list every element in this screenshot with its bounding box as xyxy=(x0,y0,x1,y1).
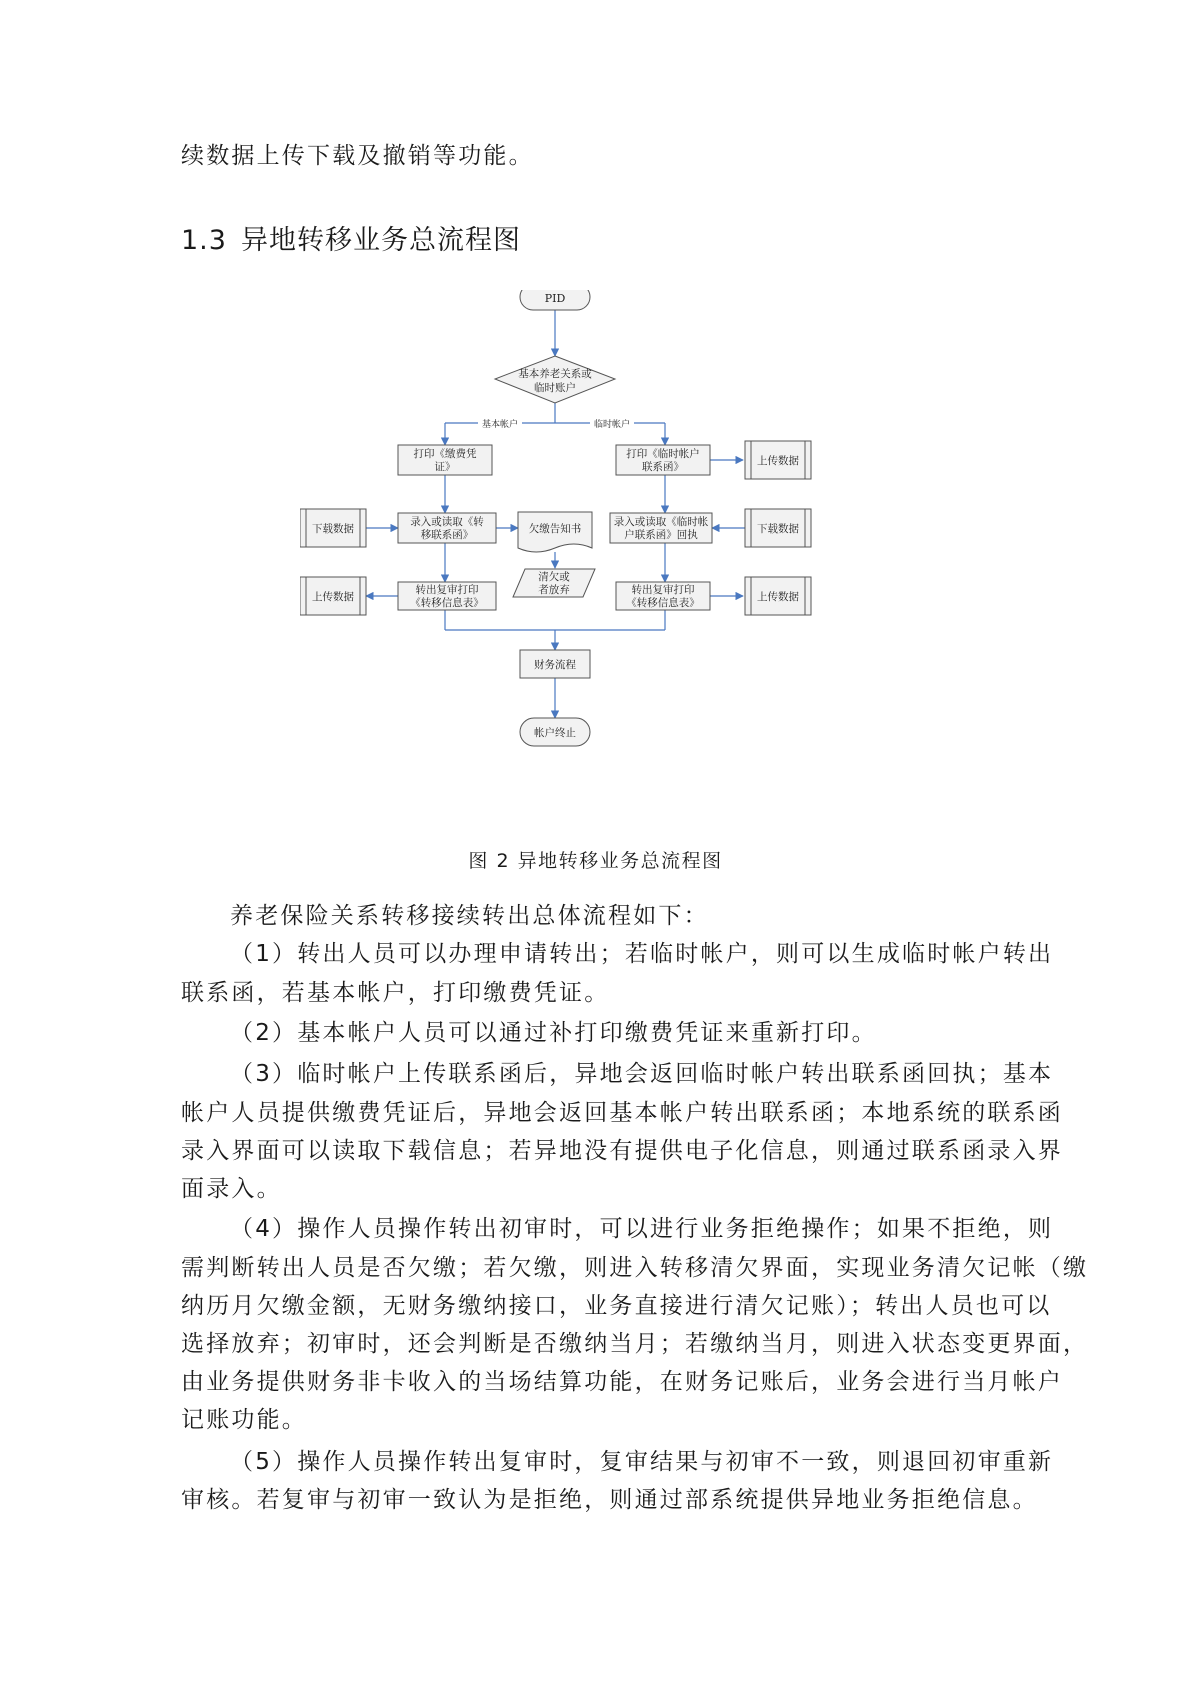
end-label: 帐户终止 xyxy=(534,727,576,739)
paragraph-line: 记账功能。 xyxy=(181,1407,307,1433)
finance-label: 财务流程 xyxy=(534,659,576,671)
start-label: PID xyxy=(544,292,566,305)
review-basic-line2: 《转移信息表》 xyxy=(410,597,484,609)
review-temp-line2: 《转移信息表》 xyxy=(626,597,700,609)
arrears-notice-label: 欠缴告知书 xyxy=(528,523,582,535)
review-basic-line1: 转出复审打印 xyxy=(415,584,479,596)
paragraph-line: 选择放弃；初审时，还会判断是否缴纳当月；若缴纳当月，则进入状态变更界面， xyxy=(181,1331,1089,1357)
decision-label-line2: 临时账户 xyxy=(534,382,576,394)
paragraph-line: 审核。若复审与初审一致认为是拒绝，则通过部系统提供异地业务拒绝信息。 xyxy=(181,1487,1038,1513)
print-temp-line2: 联系函》 xyxy=(642,461,684,473)
review-temp-line1: 转出复审打印 xyxy=(631,584,695,596)
decision-label-line1: 基本养老关系或 xyxy=(518,368,592,380)
paragraph-line: 联系函，若基本帐户，打印缴费凭证。 xyxy=(181,980,610,1006)
upload-top-label: 上传数据 xyxy=(757,455,799,467)
section-heading xyxy=(181,223,521,259)
paragraph-line: （2）基本帐户人员可以通过补打印缴费凭证来重新打印。 xyxy=(230,1020,877,1046)
entry-basic-line2: 移联系函》 xyxy=(420,529,474,541)
figure-caption: 图 2 异地转移业务总流程图 xyxy=(468,850,723,872)
paragraph-line: 养老保险关系转移接续转出总体流程如下： xyxy=(230,903,709,929)
paragraph-line: 需判断转出人员是否欠缴；若欠缴，则进入转移清欠界面，实现业务清欠记帐（缴 xyxy=(181,1255,1089,1281)
print-basic-line2: 证》 xyxy=(434,461,456,473)
entry-basic-line1: 录入或读取《转 xyxy=(410,516,484,528)
branch-label-basic: 基本帐户 xyxy=(481,420,519,430)
section-title: 异地转移业务总流程图 xyxy=(240,225,521,256)
paragraph-line: 纳历月欠缴金额，无财务缴纳接口，业务直接进行清欠记账）；转出人员也可以 xyxy=(181,1293,1052,1319)
clear-line2: 者放弃 xyxy=(538,584,570,596)
upload-left-label: 上传数据 xyxy=(312,591,354,603)
flowchart-diagram xyxy=(300,290,840,765)
paragraph-line: 由业务提供财务非卡收入的当场结算功能，在财务记账后，业务会进行当月帐户 xyxy=(181,1369,1063,1395)
upload-right-label: 上传数据 xyxy=(757,591,799,603)
download-left-label: 下载数据 xyxy=(312,523,354,535)
paragraph-line: （3）临时帐户上传联系函后，异地会返回临时帐户转出联系函回执；基本 xyxy=(230,1061,1054,1087)
paragraph-line: （4）操作人员操作转出初审时，可以进行业务拒绝操作；如果不拒绝，则 xyxy=(230,1216,1054,1242)
paragraph-line: （5）操作人员操作转出复审时，复审结果与初审不一致，则退回初审重新 xyxy=(230,1449,1054,1475)
paragraph-line: 帐户人员提供缴费凭证后，异地会返回基本帐户转出联系函；本地系统的联系函 xyxy=(181,1100,1063,1126)
entry-temp-line2: 户联系函》回执 xyxy=(624,529,698,541)
paragraph-line: 录入界面可以读取下载信息；若异地没有提供电子化信息，则通过联系函录入界 xyxy=(181,1138,1063,1164)
print-basic-line1: 打印《缴费凭 xyxy=(413,448,477,460)
intro-text-line: 续数据上传下载及撤销等功能。 xyxy=(181,143,534,169)
clear-line1: 清欠或 xyxy=(538,571,570,583)
print-temp-line1: 打印《临时帐户 xyxy=(626,448,700,460)
download-right-label: 下载数据 xyxy=(757,523,799,535)
paragraph-line: 面录入。 xyxy=(181,1176,282,1202)
section-number: 1.3 xyxy=(181,225,227,256)
paragraph-line: （1）转出人员可以办理申请转出；若临时帐户，则可以生成临时帐户转出 xyxy=(230,941,1054,967)
entry-temp-line1: 录入或读取《临时帐 xyxy=(613,516,709,528)
branch-label-temp: 临时帐户 xyxy=(593,420,631,430)
